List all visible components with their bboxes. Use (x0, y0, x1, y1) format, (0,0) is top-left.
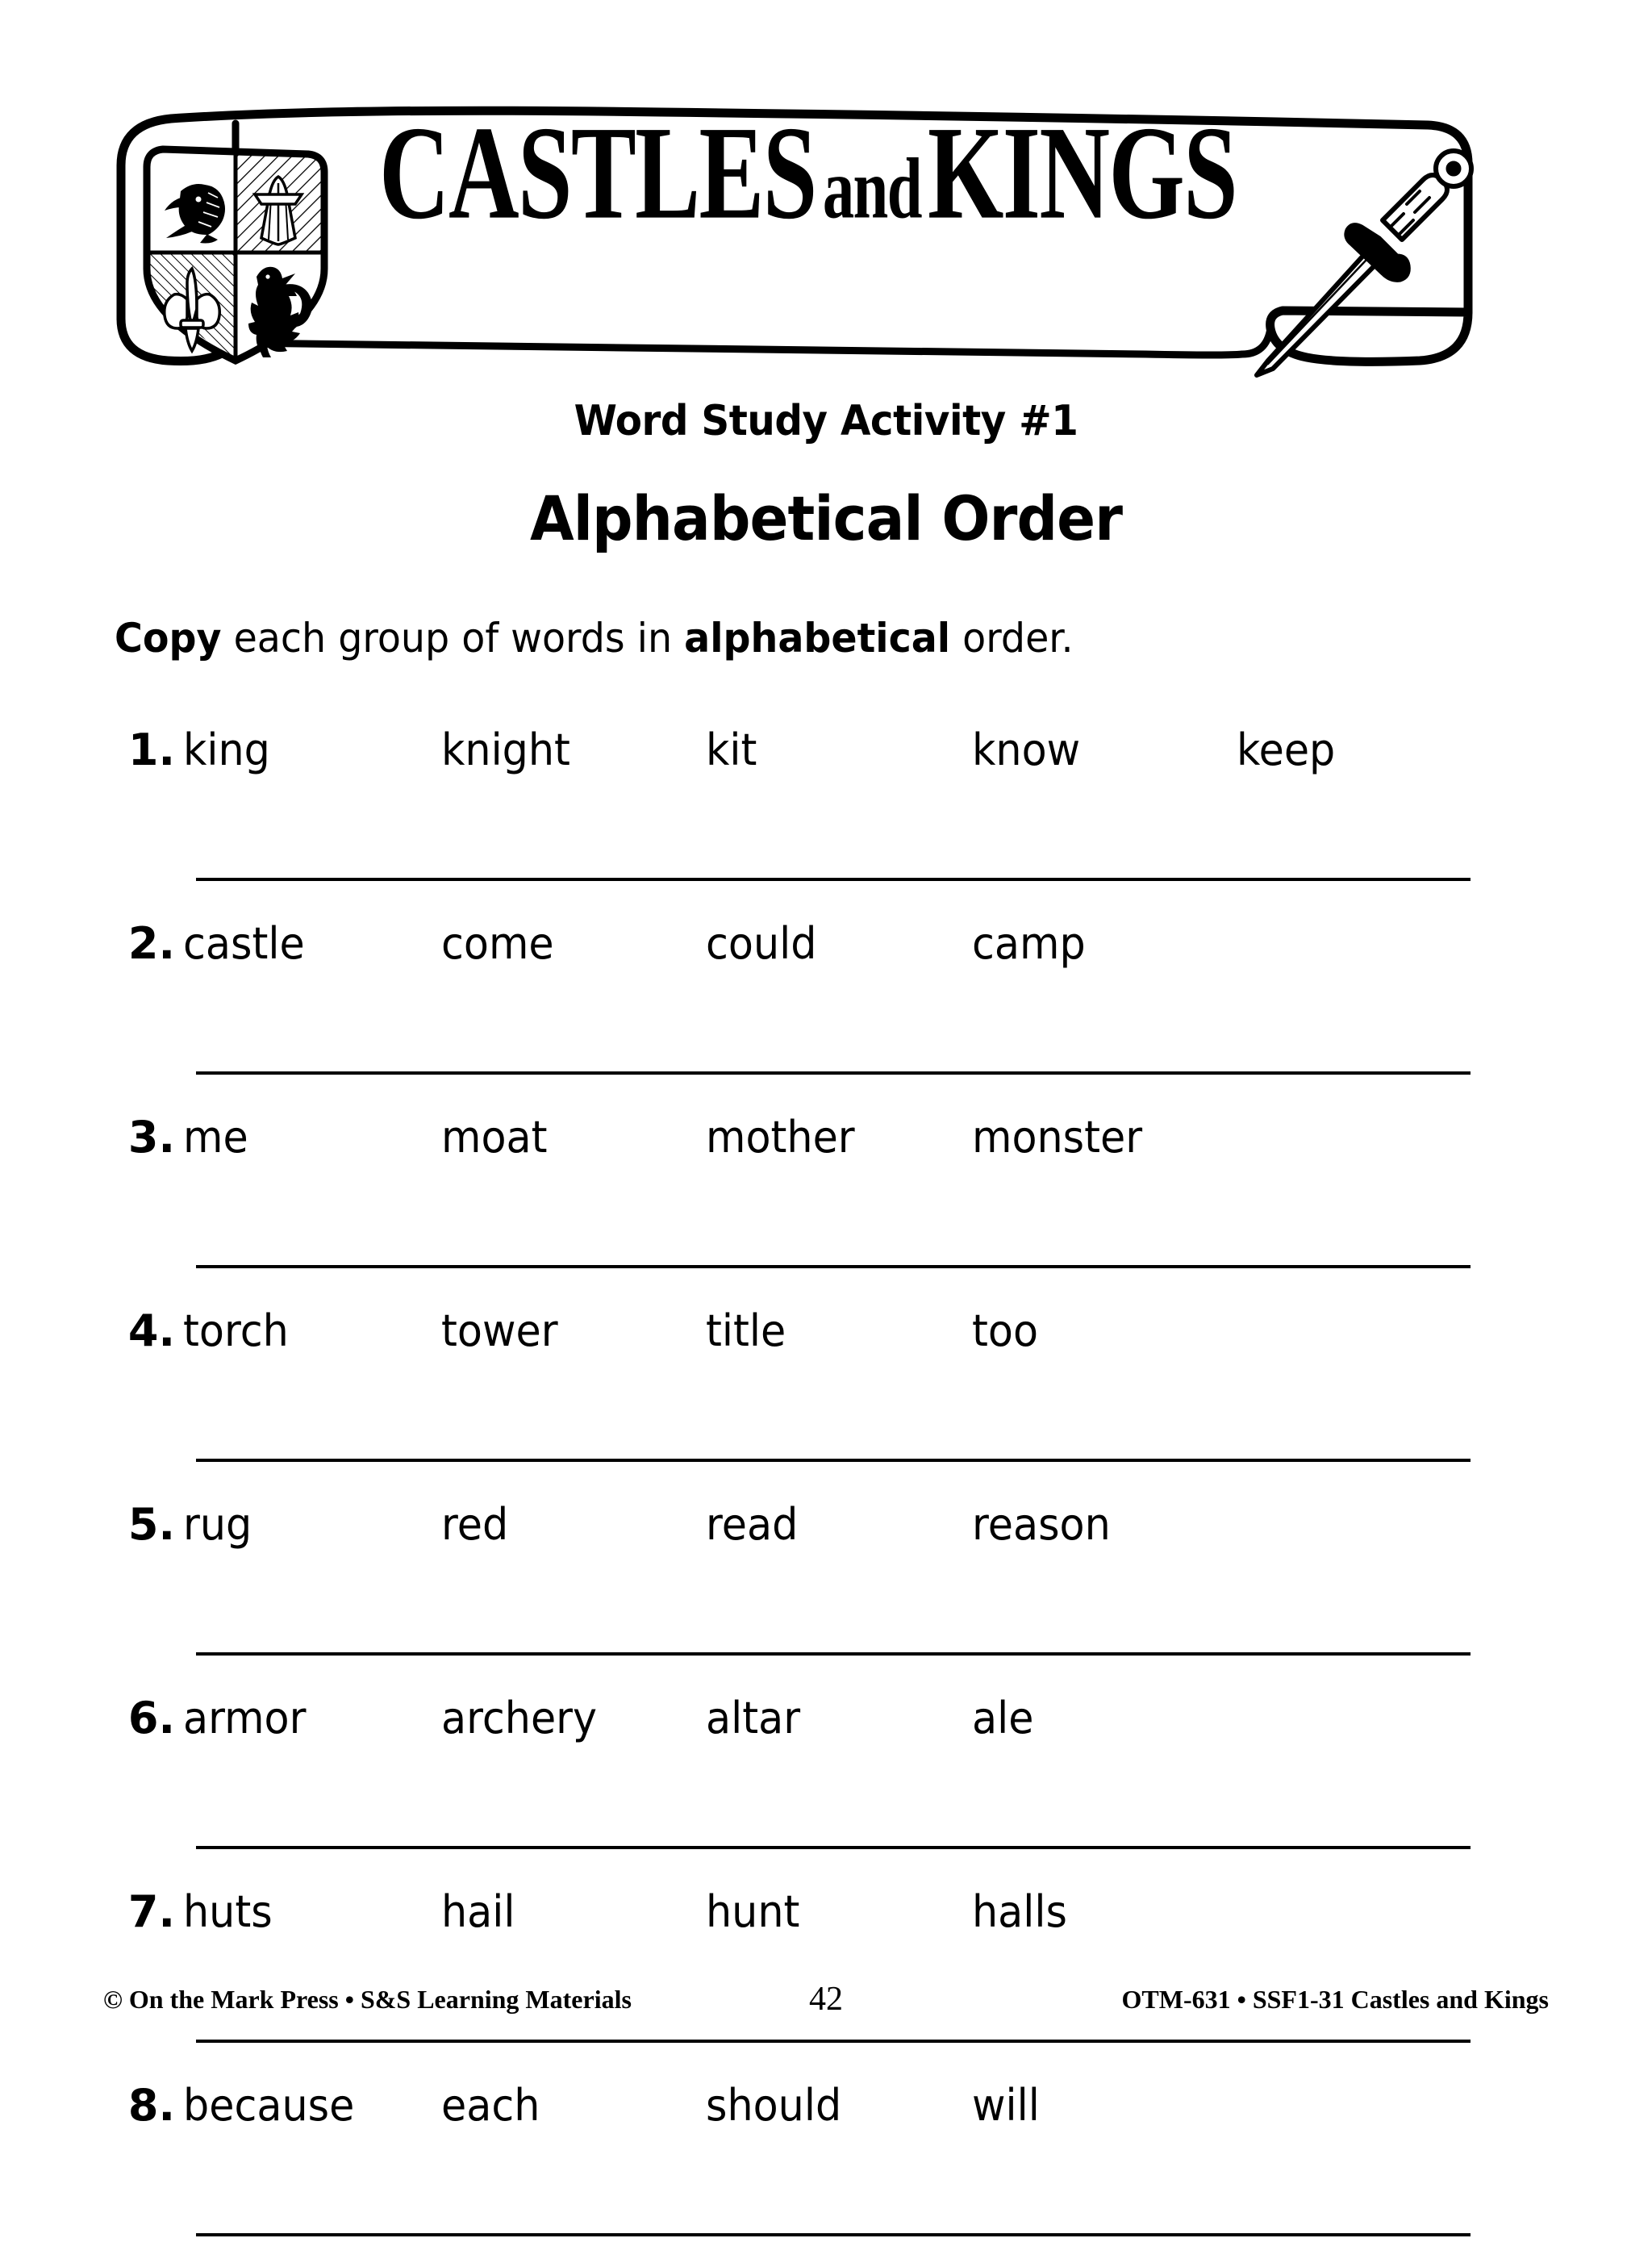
word: monster (972, 1112, 1143, 1163)
word: camp (972, 918, 1086, 969)
instruction-text (115, 615, 1074, 662)
word: torch (183, 1305, 289, 1356)
banner-title-part2: KINGS (928, 98, 1237, 248)
footer-publisher: © On the Mark Press • S&S Learning Materials (103, 1985, 632, 2014)
answer-line[interactable] (196, 1652, 1471, 1656)
exercise-number: 2. (127, 918, 175, 969)
exercise-row (0, 1678, 1652, 1872)
exercise-row (0, 710, 1652, 904)
word: archery (441, 1693, 598, 1743)
sword-icon (1257, 151, 1471, 375)
exercise-number: 4. (127, 1305, 175, 1356)
word: keep (1237, 724, 1336, 775)
exercise-number: 7. (127, 1886, 175, 1937)
word: will (972, 2080, 1040, 2131)
page-footer (103, 1981, 1549, 2033)
exercise-words (125, 1112, 1512, 1184)
exercise-row (0, 1484, 1652, 1678)
word: tower (441, 1305, 558, 1356)
exercise-number: 6. (127, 1693, 175, 1743)
word: know (972, 724, 1081, 775)
word: armor (183, 1693, 307, 1743)
page-title: Alphabetical Order (529, 482, 1123, 554)
word: moat (441, 1112, 548, 1163)
word: could (706, 918, 817, 969)
exercise-words (125, 1886, 1512, 1959)
word: hail (441, 1886, 515, 1937)
word: knight (441, 724, 570, 775)
word: come (441, 918, 554, 969)
exercise-words (125, 2080, 1512, 2153)
exercise-row (0, 1872, 1652, 2065)
page-number: 42 (809, 1981, 843, 2018)
exercise-words (125, 1693, 1512, 1765)
answer-line[interactable] (196, 2233, 1471, 2236)
word: me (183, 1112, 248, 1163)
exercise-number: 3. (127, 1112, 175, 1163)
instruction-bold-copy: Copy (115, 615, 222, 662)
exercise-row (0, 904, 1652, 1097)
exercise-number: 8. (127, 2080, 175, 2131)
exercise-row (0, 1097, 1652, 1291)
answer-line[interactable] (196, 1846, 1471, 1849)
activity-label: Word Study Activity #1 (574, 397, 1078, 445)
word: each (441, 2080, 540, 2131)
exercise-number: 5. (127, 1499, 175, 1550)
exercise-number: 1. (127, 724, 175, 775)
instruction-plain-2: order. (950, 615, 1074, 662)
word: too (972, 1305, 1039, 1356)
heraldic-shield-icon (147, 149, 324, 361)
answer-line[interactable] (196, 1459, 1471, 1462)
banner-header (97, 77, 1541, 399)
banner-title-conjunction: and (822, 140, 921, 237)
word: reason (972, 1499, 1111, 1550)
exercise-words (125, 1305, 1512, 1378)
word: hunt (706, 1886, 800, 1937)
instruction-plain-1: each group of words in (221, 615, 685, 662)
exercise-words (125, 724, 1512, 797)
answer-line[interactable] (196, 1265, 1471, 1268)
word: kit (706, 724, 757, 775)
answer-line[interactable] (196, 1071, 1471, 1075)
word: red (441, 1499, 509, 1550)
word: castle (183, 918, 305, 969)
answer-line[interactable] (196, 878, 1471, 881)
word: because (183, 2080, 355, 2131)
word: ale (972, 1693, 1034, 1743)
footer-product-code: OTM-631 • SSF1-31 Castles and Kings (1121, 1985, 1549, 2014)
word: huts (183, 1886, 273, 1937)
word: mother (706, 1112, 855, 1163)
word: rug (183, 1499, 252, 1550)
word: read (706, 1499, 799, 1550)
exercise-words (125, 1499, 1512, 1572)
answer-line[interactable] (196, 2040, 1471, 2043)
exercise-words (125, 918, 1512, 991)
word: title (706, 1305, 786, 1356)
banner-title-part1: CASTLES (379, 98, 816, 248)
scroll-banner-icon (97, 77, 1541, 399)
word: altar (706, 1693, 801, 1743)
exercise-row (0, 1291, 1652, 1484)
word: halls (972, 1886, 1067, 1937)
word: should (706, 2080, 842, 2131)
word: king (183, 724, 270, 775)
instruction-bold-alphabetical: alphabetical (684, 615, 951, 662)
exercise-row (0, 2065, 1652, 2259)
